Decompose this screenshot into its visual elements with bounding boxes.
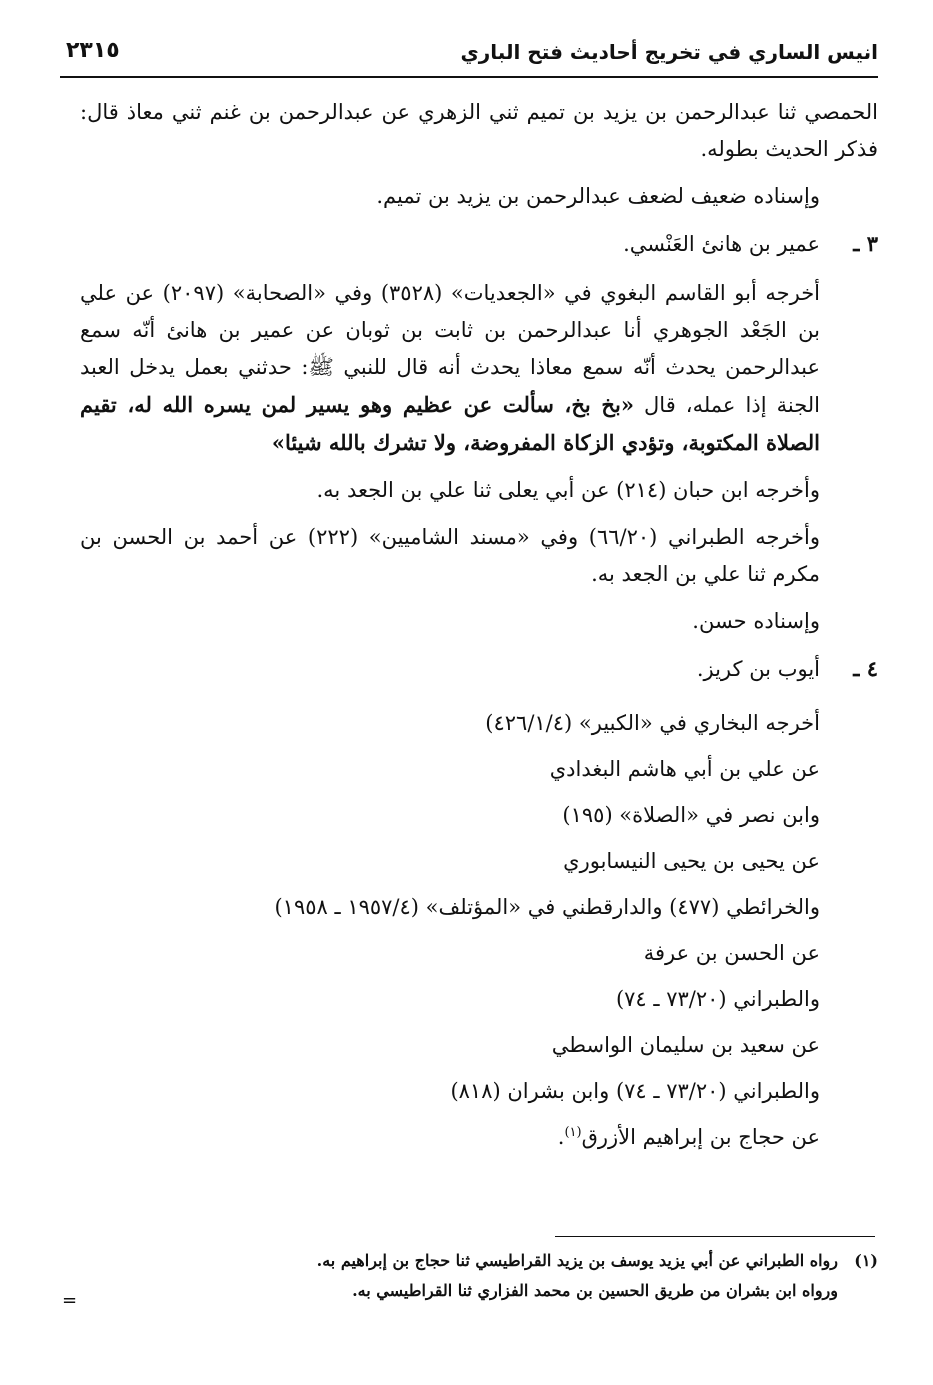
entry-3-main-plain: أخرجه أبو القاسم البغوي في «الجعديات» (٣٥٢٨) وفي «الصحابة» (٢٠٩٧) عن علي بن الجَعْد الجوهري أنا عبدالرحمن بن ثابت بن ثوبان عن عمير بن هانئ أنّه سمع عبدالرحمن يحدث أنّه سمع معاذا يحدث أنه قال للنبي ﷺ: حدثني بعمل يدخل العبد الجنة إذا عمله، قال: [80, 281, 821, 417]
entry-3-number: ٣ ـ: [853, 231, 878, 256]
entry-4-line: والخرائطي (٤٧٧) والدارقطني في «المؤتلف» (١٩٥٧/٤ ـ ١٩٥٨): [274, 895, 820, 919]
main-text: [80, 94, 878, 1160]
page-number: ٢٣١٥: [66, 38, 120, 63]
entry-4-heading: [80, 650, 878, 688]
entry-4-line: عن علي بن أبي هاشم البغدادي: [549, 757, 820, 781]
footnote-1: [80, 1246, 878, 1276]
entry-4-line: والطبراني (٧٣/٢٠ ـ ٧٤): [615, 987, 820, 1011]
entry-3-tabarani: وأخرجه الطبراني (٦٦/٢٠) وفي «مسند الشاميين» (٢٢٢) عن أحمد بن الحسن بن مكرم ثنا علي بن الجعد به.: [80, 525, 820, 586]
entry-4-line: عن الحسن بن عرفة: [643, 941, 820, 965]
entry-4-line: وابن نصر في «الصلاة» (١٩٥): [562, 803, 820, 827]
footnote-line-1: رواه الطبراني عن أبي يزيد يوسف بن يزيد القراطيسي ثنا حجاج بن إبراهيم به.: [316, 1251, 838, 1270]
entry-4-line: عن حجاج بن إبراهيم الأزرق$^{(١)}$.: [557, 1125, 820, 1149]
footnote-reference[interactable]: (١): [564, 1125, 582, 1140]
footnotes: [80, 1246, 878, 1306]
entry-4-line: عن يحيى بن يحيى النيسابوري: [563, 849, 820, 873]
entry-4-line: أخرجه البخاري في «الكبير» (٤٢٦/١/٤): [485, 711, 820, 735]
entry-4-number: ٤ ـ: [853, 656, 878, 681]
running-header: [60, 36, 878, 78]
entry-4-line: عن سعيد بن سليمان الواسطي: [551, 1033, 820, 1057]
footnote-mark: (١): [854, 1251, 878, 1270]
entry-3-main-paragraph: [80, 275, 878, 462]
isnad-weak-note: وإسناده ضعيف لضعف عبدالرحمن بن يزيد بن تميم.: [376, 184, 820, 208]
entry-4-lines: [80, 700, 878, 1160]
hadith-text: «بخ بخ، سألت عن عظيم وهو يسير لمن يسره الله له، تقيم الصلاة المكتوبة، وتؤدي الزكاة المفروضة، ولا تشرك بالله شيئا»: [80, 392, 820, 455]
entry-4-name: أيوب بن كريز.: [696, 657, 820, 681]
continued-paragraph: الحمصي ثنا عبدالرحمن بن يزيد بن تميم ثني الزهري عن عبدالرحمن بن غنم ثني معاذ قال: فذكر الحديث بطوله.: [80, 100, 878, 161]
entry-4-line: والطبراني (٧٣/٢٠ ـ ٧٤) وابن بشران (٨١٨): [450, 1079, 820, 1103]
entry-4-line-text: عن حجاج بن إبراهيم الأزرق: [581, 1125, 820, 1149]
footnote-line-2: ورواه ابن بشران من طريق الحسين بن محمد الفزاري ثنا القراطيسي به.: [352, 1281, 838, 1300]
footnote-divider: [555, 1236, 875, 1237]
continuation-mark: =: [62, 1290, 78, 1311]
entry-3-heading: [80, 225, 878, 263]
entry-3-isnad: وإسناده حسن.: [692, 609, 820, 633]
entry-3-hibban: وأخرجه ابن حبان (٢١٤) عن أبي يعلى ثنا علي بن الجعد به.: [316, 478, 820, 502]
book-title: انيس الساري في تخريج أحاديث فتح الباري: [460, 40, 878, 64]
entry-3-name: عمير بن هانئ العَنْسي.: [623, 232, 820, 256]
